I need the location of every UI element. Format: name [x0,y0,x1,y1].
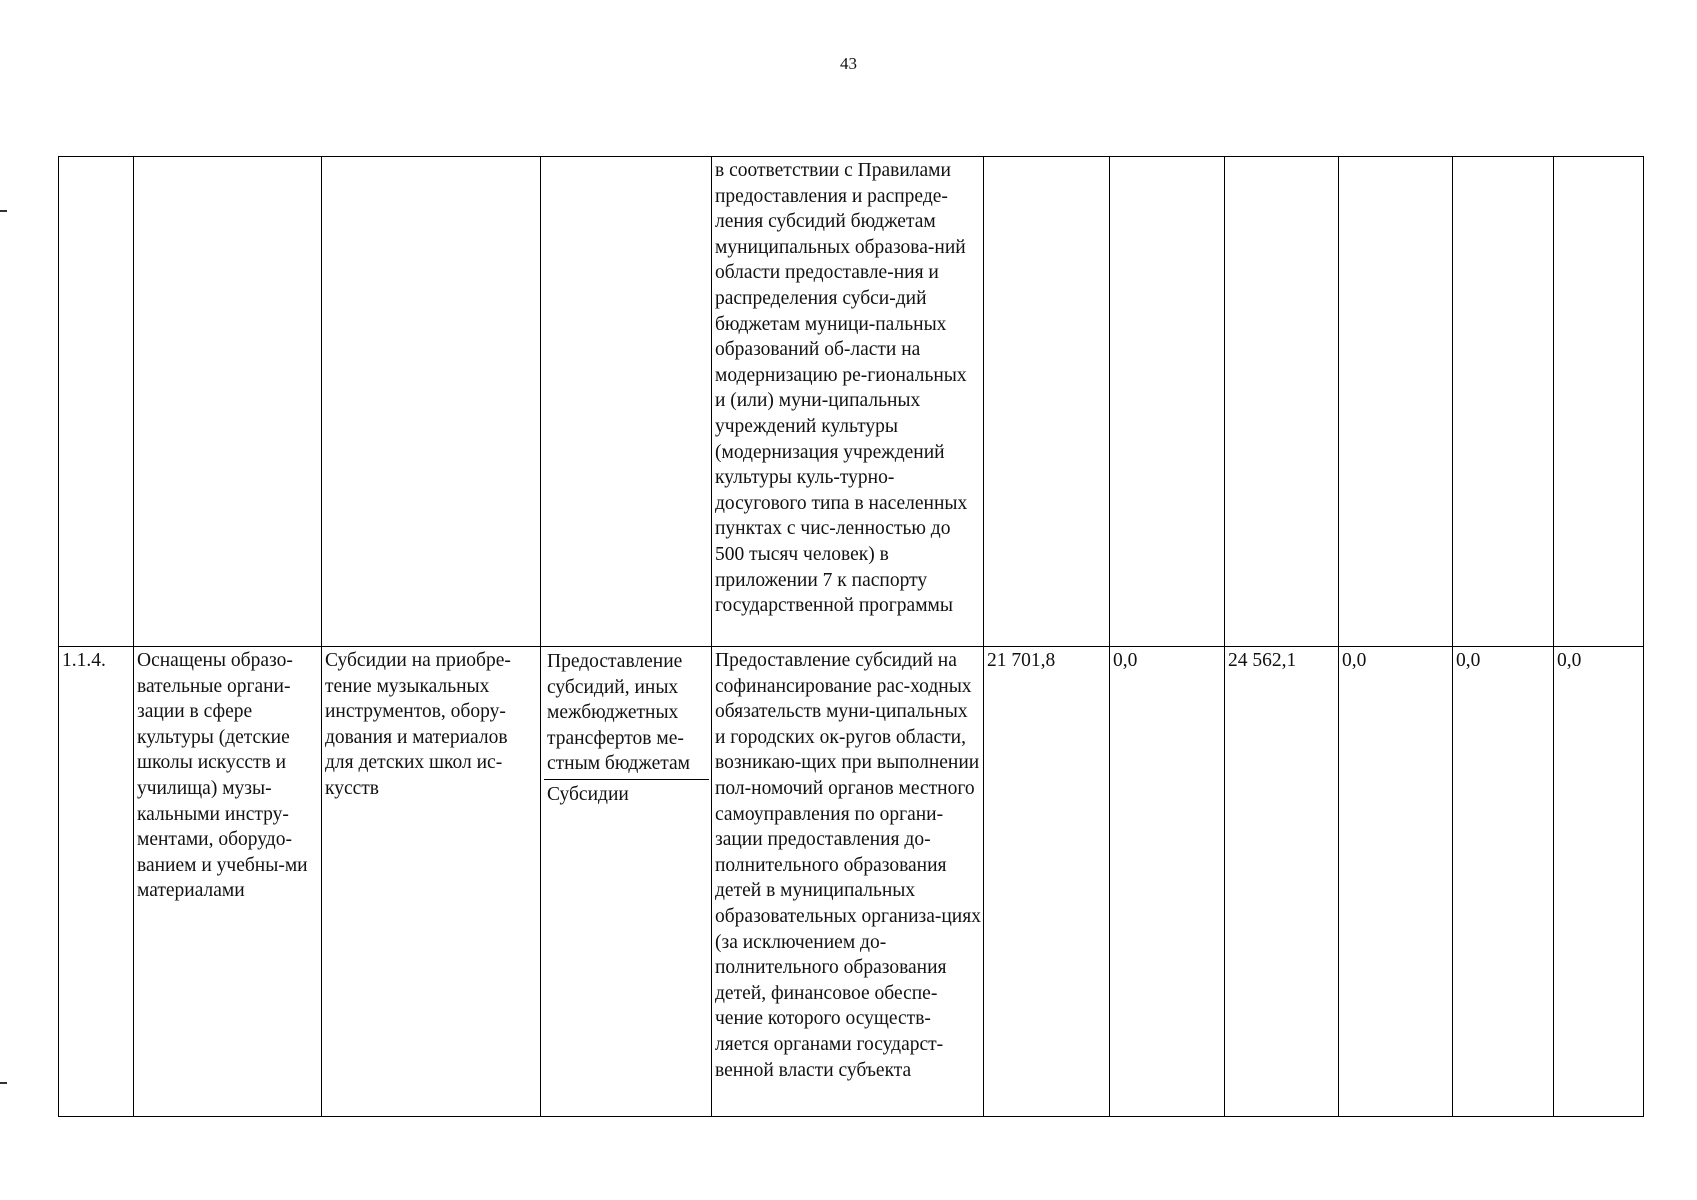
cell-value-3: 24 562,1 [1225,647,1339,1117]
cell-value-1: 21 701,8 [984,647,1110,1117]
cell-result: Оснащены образо-вательные органи-зации в сфере культуры (детские школы искусств и училища) музы-кальными инстру-ментами, оборудо-ванием и учебны-ми материалами [134,647,322,1117]
cell-value-1 [984,157,1110,647]
cell-value-3 [1225,157,1339,647]
cell-description: Предоставление субсидий на софинансирование рас-ходных обязательств муни-ципальных и городских ок-ругов области, возникаю-щих при выполнении пол-номочий органов местного самоуправления по органи-зации предоставления до-полнительного образования детей в муниципальных образовательных организа-циях (за исключением до-полнительного образования детей, финансовое обеспе-чение которого осуществ-ляется органами государст-венной власти субъекта [712,647,984,1117]
scan-artifact-mark [0,210,7,212]
cell-value-5: 0,0 [1453,647,1554,1117]
cell-type-lower: Субсидии [547,783,629,805]
cell-result [134,157,322,647]
cell-measure [322,157,541,647]
table-row-1-1-4 [59,647,1644,1117]
cell-number [59,157,134,647]
cell-number: 1.1.4. [59,647,134,1117]
table-row-continuation [59,157,1644,647]
cell-type-upper: Предоставление субсидий, иных межбюджетных трансфертов ме-стным бюджетам [544,648,709,780]
cell-value-4: 0,0 [1339,647,1453,1117]
cell-value-2: 0,0 [1110,647,1225,1117]
cell-value-2 [1110,157,1225,647]
cell-measure: Субсидии на приобре-тение музыкальных инструментов, обору-дования и материалов для детских школ ис-кусств [322,647,541,1117]
scan-artifact-mark [0,1082,7,1084]
cell-type [541,647,712,1117]
page-number: 43 [840,54,857,73]
cell-value-6 [1554,157,1644,647]
cell-type [541,157,712,647]
cell-value-5 [1453,157,1554,647]
cell-value-4 [1339,157,1453,647]
budget-table [58,156,1644,1117]
cell-description: в соответствии с Правилами предоставления и распреде-ления субсидий бюджетам муниципальных образова-ний области предоставле-ния и распределения субси-дий бюджетам муници-пальных образований об-ласти на модернизацию ре-гиональных и (или) муни-ципальных учреждений культуры (модернизация учреждений культуры куль-турно-досугового типа в населенных пунктах с чис-ленностью до 500 тысяч человек) в приложении 7 к паспорту государственной программы [712,157,984,647]
cell-value-6: 0,0 [1554,647,1644,1117]
